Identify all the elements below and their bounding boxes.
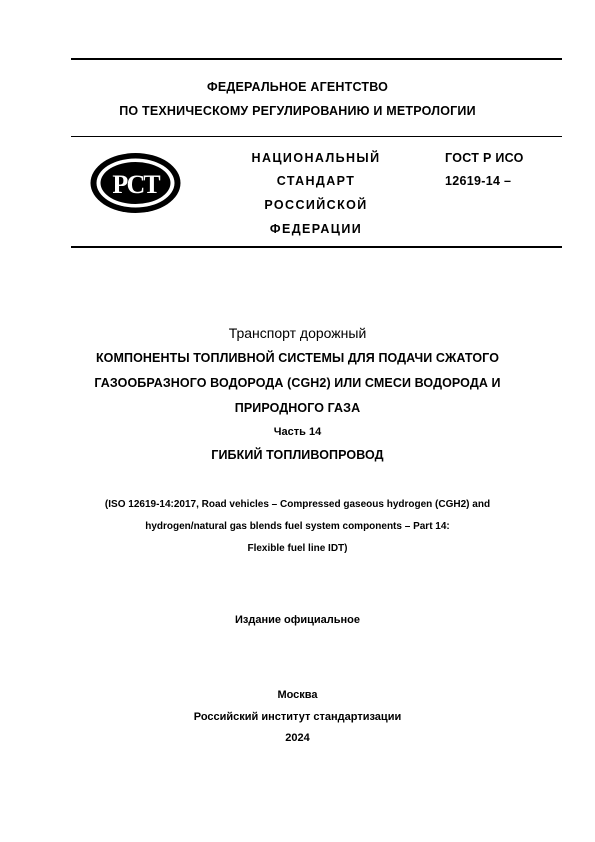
iso-reference-line-1: (ISO 12619-14:2017, Road vehicles – Compressed gaseous hydrogen (CGH2) and [104,499,491,510]
imprint-year: 2024 [285,732,310,744]
header-divider [71,136,562,137]
standard-type-line-2: СТАНДАРТ [276,174,356,188]
iso-reference-line-3: Flexible fuel line IDT) [247,543,348,554]
title-general: Транспорт дорожный [228,325,367,341]
header-bottom-rule [71,246,562,248]
imprint-city: Москва [277,689,318,701]
title-caps-line-2: ГАЗООБРАЗНОГО ВОДОРОДА (CGH2) ИЛИ СМЕСИ ВОДОРОДА И [94,376,501,390]
logo-text: РСТ [112,170,159,199]
imprint-publisher: Российский институт стандартизации [193,711,402,723]
title-caps-line-3: ПРИРОДНОГО ГАЗА [234,401,361,415]
rst-conformity-mark-icon [88,151,183,215]
iso-reference-line-2: hydrogen/natural gas blends fuel system components – Part 14: [145,521,450,532]
agency-line-2: ПО ТЕХНИЧЕСКОМУ РЕГУЛИРОВАНИЮ И МЕТРОЛОГИИ [119,104,476,118]
gost-designation-line-1: ГОСТ Р ИСО [445,151,524,165]
standard-type-line-4: ФЕДЕРАЦИИ [269,222,363,236]
standard-type-line-3: РОССИЙСКОЙ [264,198,368,212]
edition-note: Издание официальное [234,614,361,626]
gost-designation-line-2: 12619-14 – [445,174,512,188]
agency-line-1: ФЕДЕРАЛЬНОЕ АГЕНТСТВО [206,80,389,94]
part-title: ГИБКИЙ ТОПЛИВОПРОВОД [211,448,384,462]
top-rule [71,58,562,60]
standard-type-line-1: НАЦИОНАЛЬНЫЙ [251,151,381,165]
part-number: Часть 14 [273,426,322,438]
title-caps-line-1: КОМПОНЕНТЫ ТОПЛИВНОЙ СИСТЕМЫ ДЛЯ ПОДАЧИ СЖАТОГО [95,351,500,365]
